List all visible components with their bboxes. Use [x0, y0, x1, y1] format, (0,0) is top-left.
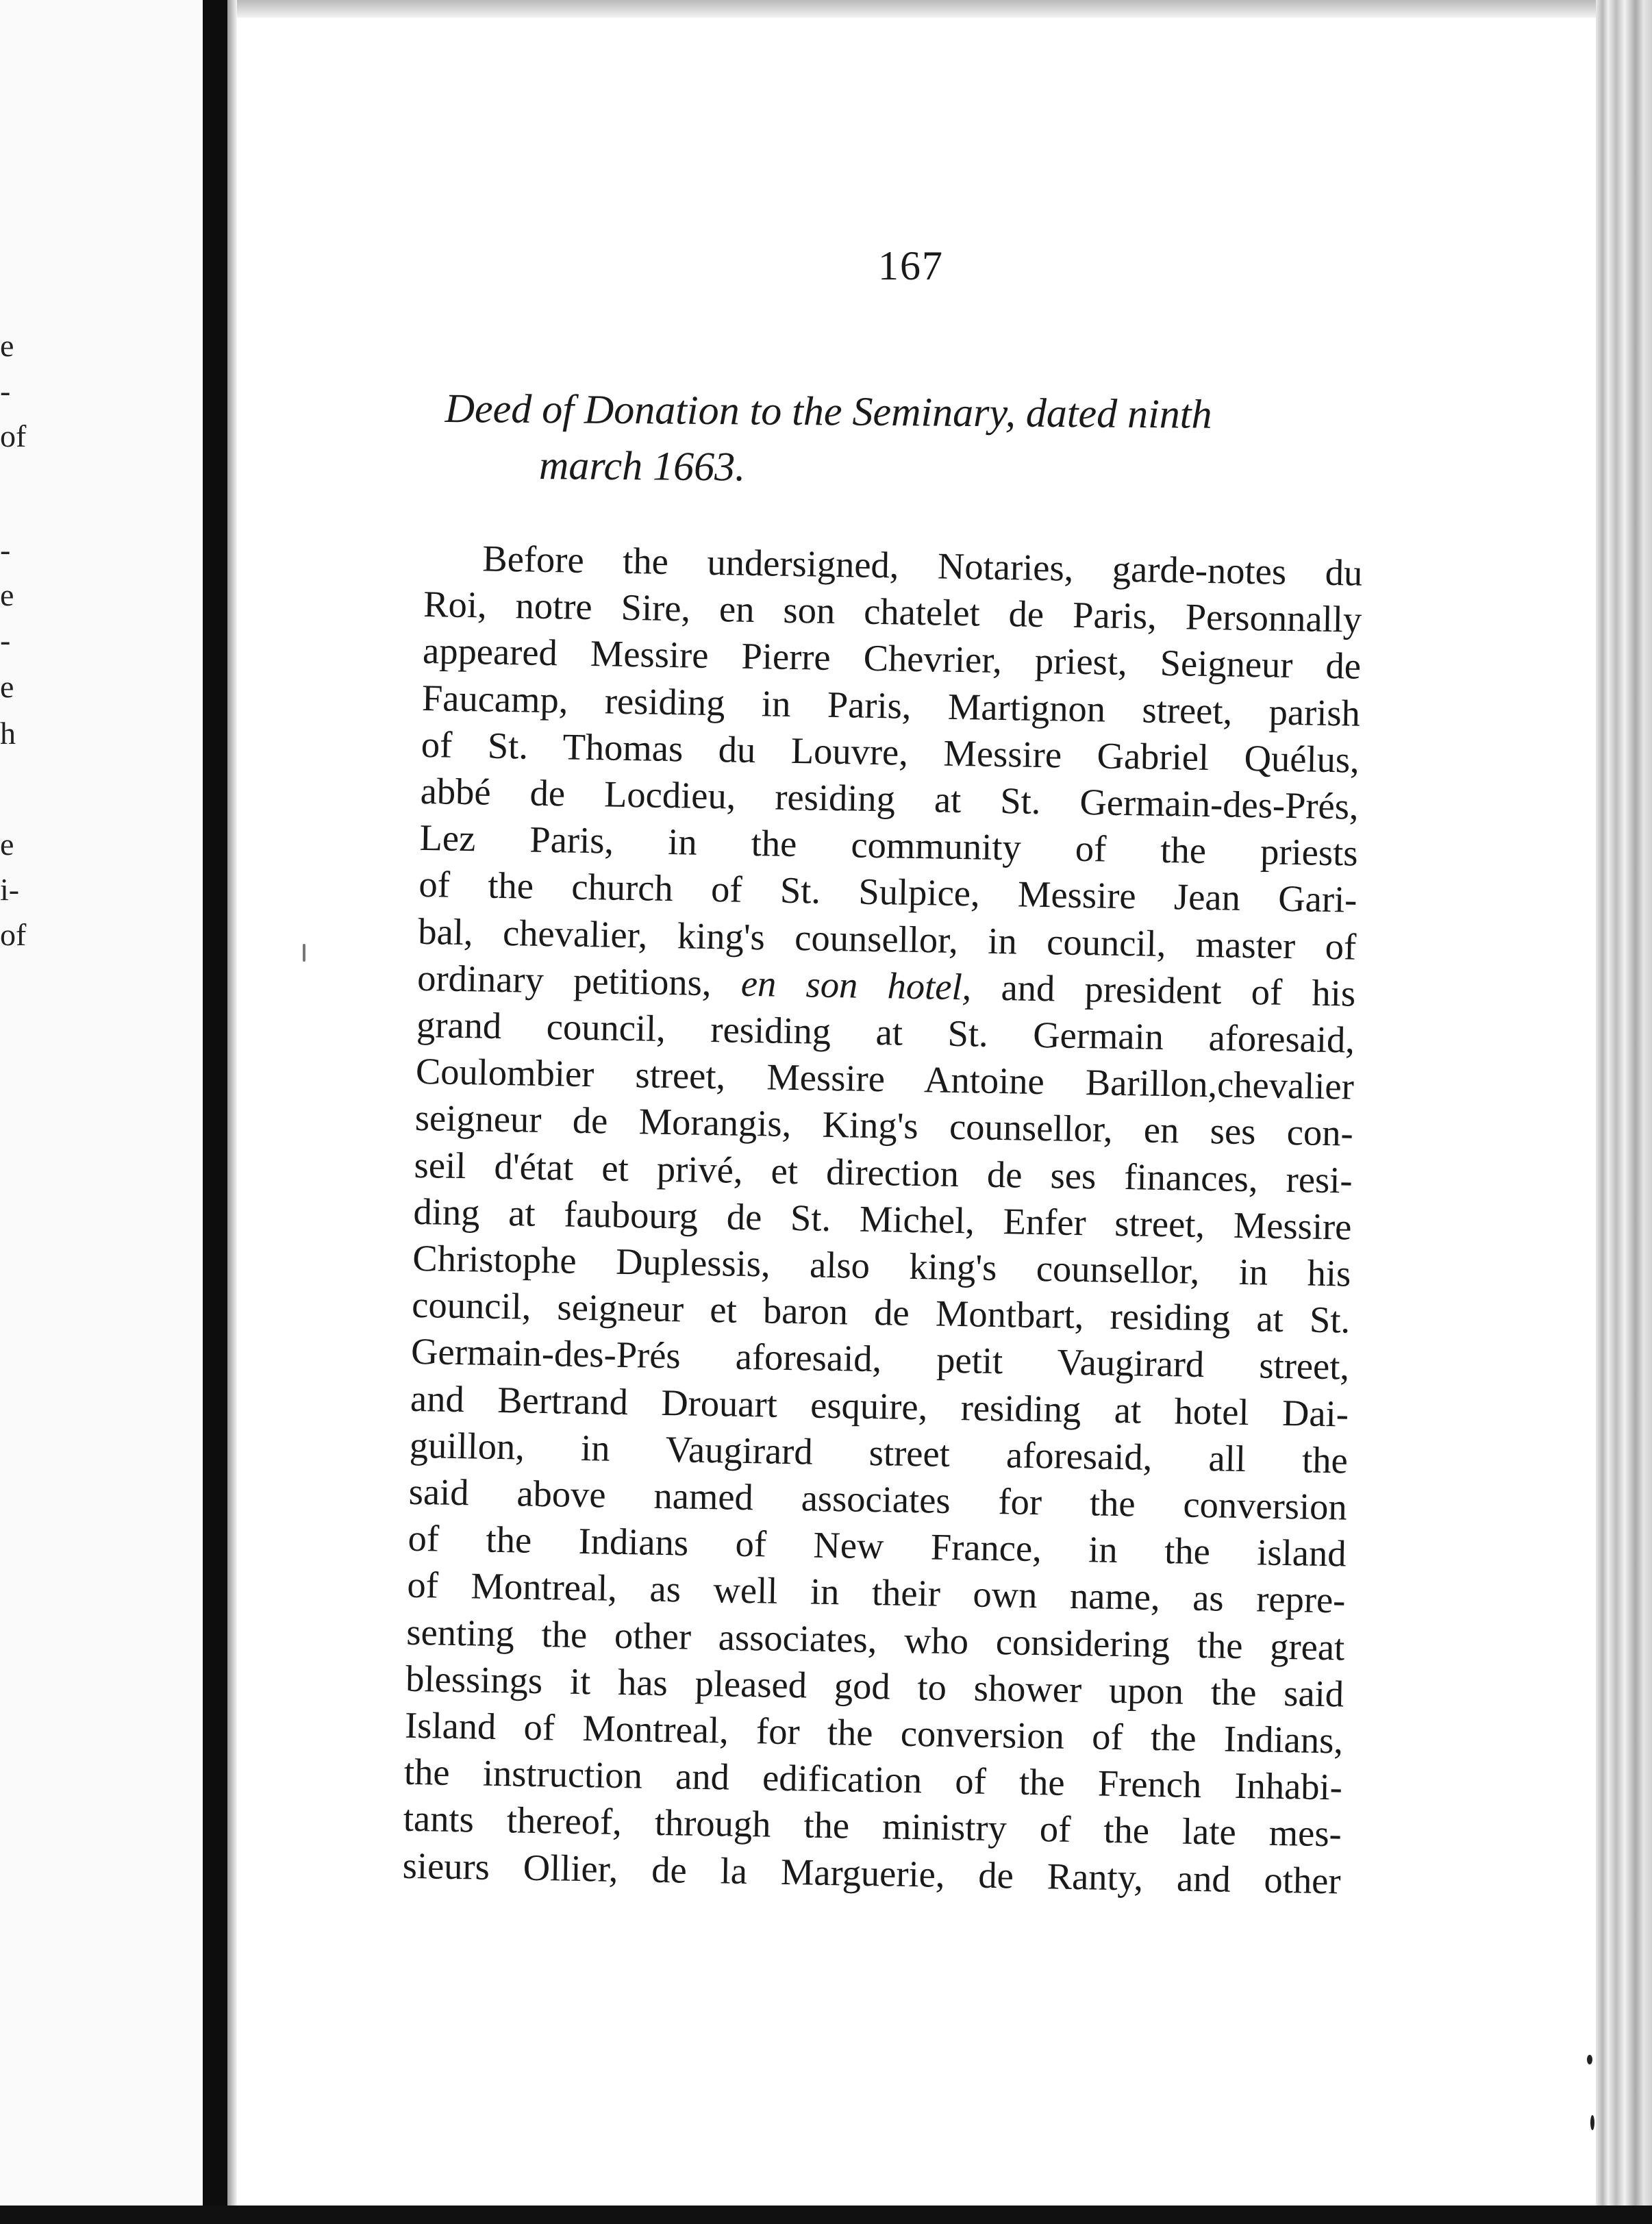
- text-line: of Montreal, as well in their own name, as repre-: [407, 1564, 1346, 1621]
- text-line: blessings it has pleased god to shower upon the said: [405, 1657, 1344, 1715]
- page-stack-edge: [1596, 0, 1652, 2224]
- left-fragment: e: [0, 577, 14, 612]
- left-fragment: -: [0, 623, 11, 658]
- text-line: Before the undersigned, Notaries, garde-notes du: [481, 537, 1363, 594]
- left-fragment: i-: [0, 872, 20, 907]
- text-line: guillon, in Vaugirard street aforesaid, all the: [409, 1423, 1349, 1482]
- text-line: of St. Thomas du Louvre, Messire Gabriel Quélus,: [421, 723, 1360, 781]
- text-line: Roi, notre Sire, en son chatelet de Paris, Personnally: [423, 583, 1362, 640]
- scan-bottom-border: [0, 2206, 1652, 2224]
- text-line: said above named associates for the conversion: [408, 1470, 1348, 1528]
- text-line: the instruction and edification of the French Inhabi-: [403, 1751, 1343, 1808]
- left-fragment: h: [0, 716, 16, 751]
- text-line: council, seigneur et baron de Montbart, residing at St.: [411, 1284, 1351, 1341]
- left-fragment: -: [0, 532, 11, 567]
- text-line: Faucamp, residing in Paris, Martignon street, parish: [421, 676, 1361, 734]
- left-fragment: e: [0, 669, 14, 704]
- text-line: Coulombier street, Messire Antoine Barillon,chevalier: [415, 1050, 1355, 1108]
- book-gutter: [203, 0, 227, 2224]
- text-line: Island of Montreal, for the conversion of the Indians,: [404, 1703, 1344, 1762]
- left-fragment: of: [0, 917, 27, 952]
- text-line: seil d'état et privé, et direction de ses finances, resi-: [414, 1143, 1353, 1201]
- text-line: appeared Messire Pierre Chevrier, priest, Seigneur de: [422, 629, 1362, 688]
- text-segment: ordinary petitions,: [416, 956, 712, 1003]
- left-facing-page: [0, 0, 203, 2224]
- italic-phrase: en son hotel,: [740, 962, 972, 1008]
- page-top-edge: [237, 0, 1596, 18]
- text-line: Germain-des-Prés aforesaid, petit Vaugirard street,: [410, 1330, 1350, 1388]
- text-line: and Bertrand Drouart esquire, residing at hotel Dai-: [410, 1377, 1349, 1435]
- body-text: [402, 534, 1363, 1904]
- page-number: 167: [878, 243, 944, 288]
- text-line: grand council, residing at St. Germain aforesaid,: [416, 1003, 1355, 1061]
- document-title: [445, 380, 1390, 500]
- title-line: Deed of Donation to the Seminary, dated ninth: [445, 385, 1212, 437]
- text-line: senting the other associates, who considering the great: [405, 1610, 1345, 1669]
- text-line: of the Indians of New France, in the island: [408, 1517, 1347, 1575]
- left-fragment: of: [0, 418, 27, 453]
- text-line: abbé de Locdieu, residing at St. Germain-des-Prés,: [420, 769, 1360, 827]
- left-fragment: e: [0, 328, 14, 363]
- left-fragment: -: [0, 373, 11, 408]
- scan-speck: [303, 944, 305, 962]
- title-line: march 1663.: [538, 442, 746, 490]
- text-line: Lez Paris, in the community of the priests: [419, 816, 1358, 874]
- gutter-shadow: [227, 0, 237, 2224]
- text-line: sieurs Ollier, de la Marguerie, de Ranty, and other: [402, 1844, 1342, 1902]
- text-segment: and president of his: [1001, 966, 1356, 1014]
- text-line: ding at faubourg de St. Michel, Enfer street, Messire: [413, 1190, 1352, 1248]
- text-line: tants thereof, through the ministry of the late mes-: [403, 1797, 1342, 1855]
- left-page-text-fragments: [0, 0, 41, 2224]
- left-fragment: e: [0, 827, 14, 862]
- text-line: Christophe Duplessis, also king's counsellor, in his: [412, 1236, 1351, 1295]
- text-line: seigneur de Morangis, King's counsellor, en ses con-: [414, 1097, 1354, 1155]
- scan-speck: [1587, 2055, 1592, 2064]
- text-line: of the church of St. Sulpice, Messire Jean Gari-: [418, 863, 1357, 921]
- scan-speck: [1590, 2115, 1594, 2130]
- text-line: bal, chevalier, king's counsellor, in council, master of: [417, 910, 1357, 968]
